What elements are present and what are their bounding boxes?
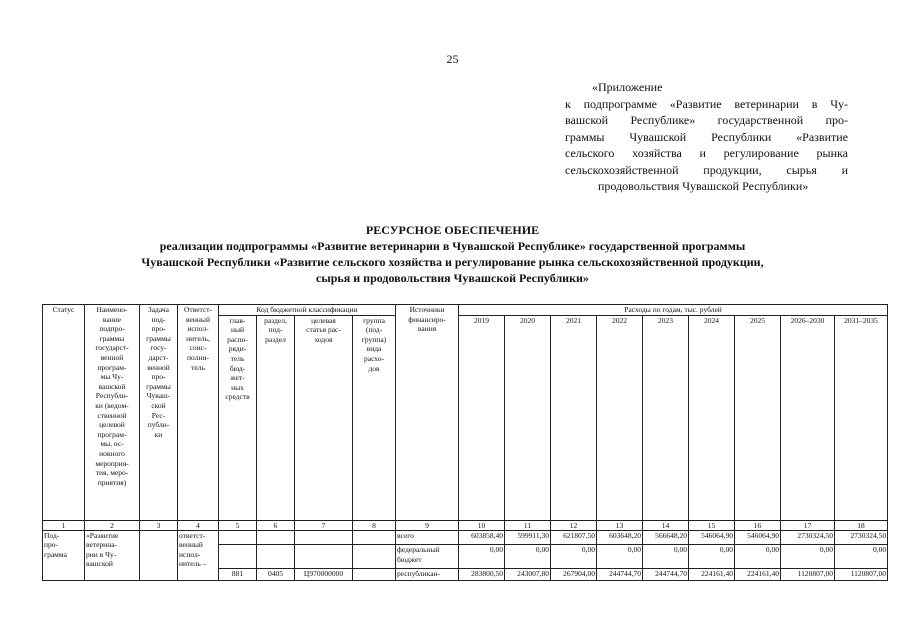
row-year-value: 546064,90 (689, 530, 735, 544)
cell-line: дов (368, 363, 380, 373)
cell-line: ской (151, 400, 166, 410)
cell-line: рии в Чу- (86, 549, 117, 559)
header-sources (396, 305, 459, 521)
cell-line: вания (417, 324, 437, 334)
cell-line: Источники (409, 305, 445, 314)
row-year-value: 0,00 (643, 545, 689, 569)
cell-line: тель (230, 353, 245, 363)
cell-line: под- (151, 314, 166, 324)
column-number: 14 (643, 520, 689, 530)
column-number: 18 (835, 520, 888, 530)
cell-line: целевой (99, 420, 125, 430)
row-code-cell (353, 530, 396, 544)
column-number: 6 (257, 520, 295, 530)
row-year-value: 2730324,50 (781, 530, 835, 544)
header-expenses: Расходы по годам, тыс. рублей (459, 305, 888, 316)
cell-line: жет- (230, 373, 245, 383)
cell-line: Наимено- (96, 305, 128, 314)
header-expense-group (353, 315, 396, 520)
row-section: 0405 (257, 569, 295, 581)
row-year-value: 603858,40 (459, 530, 505, 544)
cell-line: мы, ос- (100, 439, 124, 449)
cell-line: мы Чу- (100, 372, 124, 382)
cell-line: раздел, (264, 315, 287, 325)
row-year-value: 0,00 (459, 545, 505, 569)
cell-line: Под- (44, 530, 60, 540)
cell-line: програм- (97, 429, 127, 439)
cell-line: венной (147, 362, 170, 372)
header-year: 2031–2035 (835, 315, 888, 520)
cell-line: полни- (187, 352, 209, 362)
header-name (85, 305, 140, 521)
header-year: 2026–2030 (781, 315, 835, 520)
cell-line: тия, меро- (95, 468, 129, 478)
column-number: 2 (85, 520, 140, 530)
cell-line: распо- (227, 334, 248, 344)
cell-line: ственной (97, 410, 127, 420)
header-main-manager (219, 315, 257, 520)
row-source: федеральный бюджет (396, 545, 459, 569)
header-year: 2022 (597, 315, 643, 520)
row-year-value: 267904,00 (551, 569, 597, 581)
cell-line: тель (191, 362, 205, 372)
cell-line: про- (44, 540, 59, 550)
cell-line: госу- (150, 343, 167, 353)
row-code-cell (295, 545, 353, 569)
cell-line: про- (151, 324, 166, 334)
column-number: 12 (551, 520, 597, 530)
row-year-value: 1120807,00 (835, 569, 888, 581)
row-executor (178, 530, 219, 569)
column-number: 16 (735, 520, 781, 530)
cell-line: испол- (187, 324, 209, 334)
cell-line: ки (ведом- (95, 400, 129, 410)
cell-line: приятия) (97, 477, 127, 487)
appendix-line: сельскохозяйственной продукции, сырья и (565, 162, 848, 177)
cell-line: вашской (86, 559, 113, 569)
cell-line: дарст- (148, 352, 169, 362)
cell-line: ряди- (228, 344, 247, 354)
row-code-cell (295, 530, 353, 544)
row-year-value: 0,00 (551, 545, 597, 569)
cell-line: «Развитие (86, 530, 119, 540)
header-status: Статус (43, 305, 85, 521)
cell-line: средств (225, 392, 250, 402)
cell-line: про- (151, 372, 166, 382)
cell-line: соис- (189, 343, 207, 353)
row-year-value: 243007,80 (505, 569, 551, 581)
document-title (0, 222, 905, 286)
row-year-value: 1120807,00 (781, 569, 835, 581)
row-code-cell (257, 530, 295, 544)
row-main-manager: 881 (219, 569, 257, 581)
cell-line: Чуваш- (146, 391, 171, 401)
row-year-value: 0,00 (505, 545, 551, 569)
title-main: РЕСУРСНОЕ ОБЕСПЕЧЕНИЕ (365, 223, 540, 237)
cell-line: группа (363, 315, 385, 325)
cell-line: публи- (147, 420, 170, 430)
title-subtitle-line: реализации подпрограммы «Развитие ветеринарии в Чувашской Республике» государственной программы (159, 239, 746, 253)
row-target-article: Ц970000000 (295, 569, 353, 581)
cell-line: испол- (179, 549, 201, 559)
row-year-value: 2730324,50 (835, 530, 888, 544)
cell-line: статья рас- (306, 325, 341, 335)
cell-line: венный (179, 540, 203, 550)
row-code-cell (353, 545, 396, 569)
row-year-value: 244744,70 (643, 569, 689, 581)
appendix-line: «Приложение (592, 80, 663, 94)
cell-line: програм- (97, 362, 127, 372)
row-year-value: 0,00 (835, 545, 888, 569)
cell-line: мероприя- (95, 458, 129, 468)
row-code-cell (219, 545, 257, 569)
header-task (140, 305, 178, 521)
row-status (43, 530, 85, 581)
header-year: 2025 (735, 315, 781, 520)
row-year-value: 546064,90 (735, 530, 781, 544)
title-subtitle-line: Чувашской Республики «Развитие сельского хозяйства и регулирование рынка сельскохозяйственной продукции, (141, 255, 764, 269)
row-task (140, 530, 178, 581)
appendix-line: граммы Чувашской Республики «Развитие (565, 129, 848, 144)
cell-line: вание (102, 314, 122, 324)
header-year: 2019 (459, 315, 505, 520)
header-executor (178, 305, 219, 521)
row-year-value: 0,00 (781, 545, 835, 569)
appendix-line: сельского хозяйства и регулирование рынка (565, 146, 848, 160)
cell-line: глав- (229, 315, 246, 325)
cell-line: под- (268, 325, 283, 335)
cell-line: Рес- (151, 410, 166, 420)
row-year-value: 599911,30 (505, 530, 551, 544)
cell-line: финансиро- (408, 314, 446, 324)
column-number: 17 (781, 520, 835, 530)
row-code-cell (219, 530, 257, 544)
cell-line: новного (99, 448, 125, 458)
cell-line: государст- (95, 343, 129, 353)
row-name (85, 530, 140, 581)
table-row (43, 530, 888, 544)
header-section (257, 315, 295, 520)
cell-line: Задача (147, 305, 170, 314)
title-subtitle-line: сырья и продовольствия Чувашской Республики» (316, 271, 589, 285)
cell-line: ветерина- (86, 540, 118, 550)
column-number: 4 (178, 520, 219, 530)
header-year: 2020 (505, 315, 551, 520)
row-year-value: 0,00 (689, 545, 735, 569)
row-year-value: 224161,40 (735, 569, 781, 581)
header-target-article (295, 315, 353, 520)
cell-line: нитель, (186, 333, 210, 343)
row-executor-cont (178, 569, 219, 581)
cell-line: грамма (44, 549, 67, 559)
appendix-line: вашской Республике» государственной про- (565, 113, 848, 127)
column-number: 1 (43, 520, 85, 530)
row-year-value: 224161,40 (689, 569, 735, 581)
table-header-row (43, 305, 888, 316)
column-number: 11 (505, 520, 551, 530)
cell-line: граммы (99, 333, 125, 343)
column-number: 3 (140, 520, 178, 530)
column-number-row (43, 520, 888, 530)
row-year-value: 244744,70 (597, 569, 643, 581)
cell-line: венной (100, 352, 124, 362)
cell-line: ных (231, 382, 244, 392)
cell-line: (под- (365, 325, 383, 335)
cell-line: нитель – (179, 559, 207, 569)
cell-line: бюд- (229, 363, 246, 373)
page-number: 25 (446, 52, 459, 66)
cell-line: расхо- (364, 353, 385, 363)
cell-line: граммы (146, 381, 171, 391)
row-year-value: 566648,20 (643, 530, 689, 544)
column-number: 15 (689, 520, 735, 530)
cell-line: ходов (314, 334, 333, 344)
cell-line: Республи- (95, 391, 129, 401)
column-number: 5 (219, 520, 257, 530)
cell-line: вашской (98, 381, 126, 391)
cell-line: вида (366, 344, 382, 354)
row-year-value: 0,00 (597, 545, 643, 569)
row-year-value: 603648,20 (597, 530, 643, 544)
row-year-value: 283800,50 (459, 569, 505, 581)
cell-line: Ответст- (184, 305, 212, 314)
row-expense-group (353, 569, 396, 581)
row-source: всего (396, 530, 459, 544)
header-budget-code: Код бюджетной классификации (219, 305, 396, 316)
cell-line: граммы (146, 333, 171, 343)
appendix-line: продовольствия Чувашской Республики» (598, 179, 809, 193)
cell-line: ки (154, 429, 163, 439)
column-number: 8 (353, 520, 396, 530)
cell-line: раздел (265, 334, 286, 344)
appendix-note (565, 79, 848, 195)
cell-line: целевая (311, 315, 336, 325)
column-number: 10 (459, 520, 505, 530)
cell-line: группа) (361, 334, 387, 344)
resource-table (42, 304, 888, 581)
row-year-value: 621807,50 (551, 530, 597, 544)
row-year-value: 0,00 (735, 545, 781, 569)
cell-line: ответст- (179, 530, 206, 540)
cell-line: подпро- (99, 324, 125, 334)
column-number: 7 (295, 520, 353, 530)
column-number: 9 (396, 520, 459, 530)
cell-line: ный (230, 325, 245, 335)
header-year: 2021 (551, 315, 597, 520)
row-source: республикан- (396, 569, 459, 581)
row-code-cell (257, 545, 295, 569)
header-year: 2023 (643, 315, 689, 520)
appendix-line: к подпрограмме «Развитие ветеринарии в Чу- (565, 96, 848, 111)
cell-line: венный (186, 314, 210, 324)
header-year: 2024 (689, 315, 735, 520)
column-number: 13 (597, 520, 643, 530)
